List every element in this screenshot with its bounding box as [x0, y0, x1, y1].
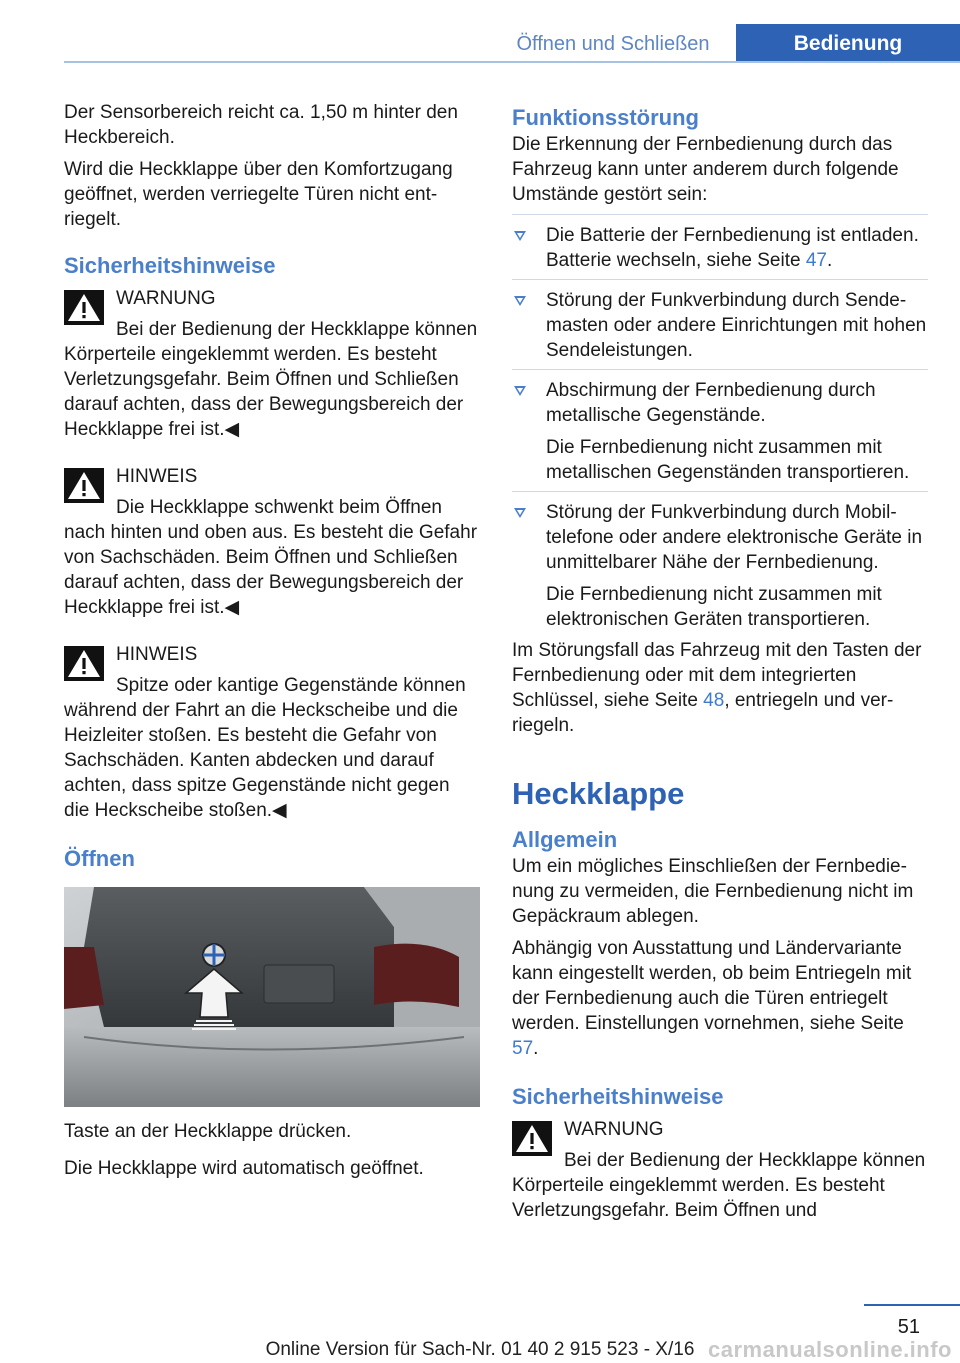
notice-title: HINWEIS: [116, 644, 198, 665]
list-item: [512, 288, 928, 363]
paragraph: Im Störungsfall das Fahrzeug mit den Tasten der Fernbedienung oder mit dem integrierten Schlüssel, siehe Seite 48, entriegeln und verriegeln.: [512, 640, 922, 736]
list-divider: [512, 369, 928, 370]
warning-triangle-icon: [64, 468, 104, 503]
notice-block: [64, 464, 480, 620]
list-item-text: Die Batterie der Fernbedienung ist entladen. Batterie wechseln, siehe Seite: [546, 225, 919, 271]
section-heading: Sicherheitshinweise: [64, 253, 276, 278]
notice-title: HINWEIS: [116, 466, 198, 487]
notice-text: Die Heckklappe schwenkt beim Öffnen nach hinten und oben aus. Es besteht die Gefahr von Sachschäden. Beim Öffnen und Schließen darauf achten, dass der Bewegungsbereich der Heckklappe frei ist.◀: [64, 497, 478, 618]
list-divider: [512, 279, 928, 280]
warning-block: [512, 1117, 928, 1223]
warning-text: Bei der Bedienung der Heckklappe können Körperteile eingeklemmt werden. Es besteht Verletzungsgefahr. Beim Öffnen und: [512, 1150, 926, 1221]
paragraph: Die Erkennung der Fernbedienung durch das Fahrzeug kann unter anderem durch folgende Umstände gestört sein:: [512, 134, 899, 205]
page-link-57[interactable]: 57: [512, 1038, 534, 1059]
paragraph: Um ein mögliches Einschließen der Fernbedienung zu vermeiden, die Fernbedienung nicht im Gepäckraum ablegen.: [512, 856, 914, 927]
footer-rule: [864, 1304, 960, 1306]
warning-triangle-icon: [64, 646, 104, 681]
chapter-heading: Heckklappe: [512, 776, 685, 811]
section-heading: Öffnen: [64, 846, 135, 871]
notice-text: Spitze oder kantige Gegenstände können während der Fahrt an die Heckscheibe und die Heizleiter stoßen. Es besteht die Gefahr von Sachschäden. Kanten abdecken und darauf achten, dass spitze Gegenstände nicht gegen die Heckscheibe stoßen.◀: [64, 675, 466, 821]
page-link-48[interactable]: 48: [703, 690, 725, 711]
photo-caption: Taste an der Heckklappe drücken.: [64, 1121, 352, 1142]
warning-block: [64, 286, 480, 442]
list-item: [512, 378, 928, 485]
running-header-section: Öffnen und Schließen: [516, 33, 710, 55]
bullet-triangle-icon: [514, 296, 526, 306]
fault-list: [512, 223, 928, 632]
list-item: [512, 500, 928, 632]
list-item-text: .: [826, 250, 833, 271]
list-item: [512, 223, 928, 273]
list-item-text: Abschirmung der Fernbedienung durch metallische Gegenstände.: [546, 380, 876, 426]
list-divider: [512, 214, 928, 215]
notice-block: [64, 642, 480, 823]
list-divider: [512, 491, 928, 492]
warning-title: WARNUNG: [116, 288, 216, 309]
paragraph: Der Sensorbereich reicht ca. 1,50 m hinter den Heckbereich.: [64, 102, 458, 148]
page-link-47[interactable]: 47: [805, 250, 827, 271]
running-header-tab: Bedienung: [736, 24, 960, 63]
warning-title: WARNUNG: [564, 1119, 664, 1140]
page-number: 51: [897, 1316, 920, 1338]
list-item-note: Die Fernbedienung nicht zusammen mit elektronischen Geräten transportieren.: [546, 584, 882, 630]
right-column: [512, 100, 928, 1223]
section-heading: Sicherheitshinweise: [512, 1084, 724, 1109]
warning-triangle-icon: [512, 1121, 552, 1156]
paragraph: Abhängig von Ausstattung und Ländervariante kann eingestellt werden, ob beim Entriegeln mit der Fernbedienung auch die Türen entriegelt werden. Einstellungen vornehmen, siehe Seite 57.: [512, 938, 912, 1059]
bullet-triangle-icon: [514, 231, 526, 241]
warning-triangle-icon: [64, 290, 104, 325]
paragraph: Die Heckklappe wird automatisch geöffnet.: [64, 1158, 424, 1179]
online-version-note: Online Version für Sach-Nr. 01 40 2 915 523 - X/16: [265, 1339, 695, 1360]
list-item-note: Die Fernbedienung nicht zusammen mit metallischen Gegenständen transportieren.: [546, 437, 910, 483]
paragraph: Wird die Heckklappe über den Komfortzugang geöffnet, werden verriegelte Türen nicht entriegelt.: [64, 159, 453, 230]
tailgate-photo: [64, 887, 480, 1107]
section-heading: Allgemein: [512, 827, 618, 852]
watermark: carmanualsonline.info: [708, 1337, 952, 1362]
bullet-triangle-icon: [514, 386, 526, 396]
header-rule: [64, 61, 960, 63]
warning-text: Bei der Bedienung der Heckklappe können Körperteile eingeklemmt werden. Es besteht Verletzungsgefahr. Beim Öffnen und Schließen darauf achten, dass der Bewegungsbereich der Heckklappe frei ist.◀: [64, 319, 478, 440]
section-heading: Funktionsstörung: [512, 105, 699, 130]
list-item-text: Störung der Funkverbindung durch Mobiltelefone oder andere elektronische Geräte in unmittelbarer Nähe der Fernbedienung.: [546, 502, 923, 573]
bullet-triangle-icon: [514, 508, 526, 518]
left-column: [64, 100, 480, 1188]
list-item-text: Störung der Funkverbindung durch Sendemasten oder andere Einrichtungen mit hohen Sendeleistungen.: [546, 290, 927, 361]
